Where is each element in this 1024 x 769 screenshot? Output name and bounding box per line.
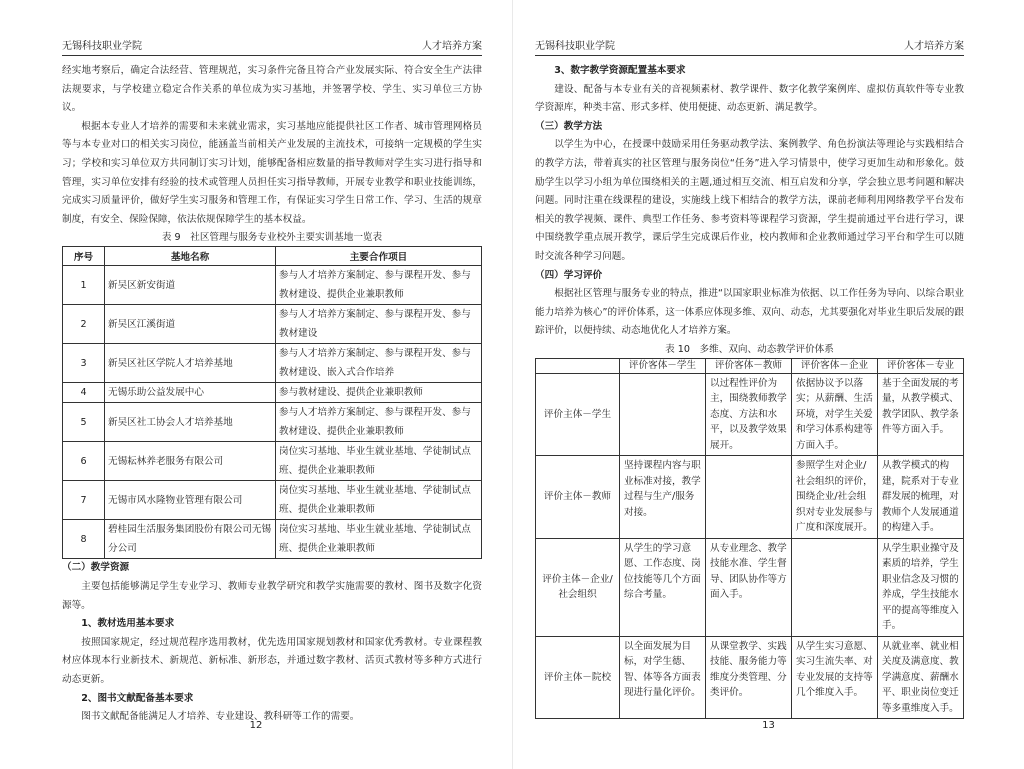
row-header-cell: 评价主体－教师	[536, 456, 620, 539]
evaluation-cell: 从学生实习意愿、实习生流失率、对专业发展的支持等几个维度入手。	[792, 636, 878, 719]
column-header: 主要合作项目	[276, 247, 482, 266]
evaluation-cell	[620, 373, 706, 456]
base-name-cell: 无锡耘林养老服务有限公司	[105, 442, 276, 481]
table-body	[63, 266, 482, 559]
page-number: 13	[762, 720, 775, 731]
table-caption: 表 10 多维、双向、动态教学评价体系	[665, 343, 834, 355]
column-header: 基地名称	[105, 247, 276, 266]
evaluation-cell: 以全面发展为目标，对学生德、智、体等各方面表现进行量化评价。	[620, 636, 706, 719]
paragraph: 经实地考察后，确定合法经营、管理规范，实习条件完备且符合产业发展实际、符合安全生产法律法规要求，与学校建立稳定合作关系的单位成为实习基地，并签署学校、学生、实习单位三方协议。	[62, 65, 482, 114]
project-cell: 参与人才培养方案制定、参与课程开发、参与教材建设	[276, 305, 482, 344]
project-cell: 岗位实习基地、毕业生就业基地、学徒制试点班、提供企业兼职教师	[276, 442, 482, 481]
left-body-lower	[62, 559, 482, 726]
evaluation-cell: 参照学生对企业/社会组织的评价，围绕企业/社会组织对专业发展参与广度和深度展开。	[792, 456, 878, 539]
evaluation-cell: 基于全面发展的考量，从教学模式、教学团队、教学条件等方面入手。	[878, 373, 964, 456]
document-type: 人才培养方案	[904, 41, 964, 52]
evaluation-cell: 依据协议予以落实；从薪酬、生活环境，对学生关爱和学习体系构建等方面入手。	[792, 373, 878, 456]
column-header: 评价客体－学生	[620, 358, 706, 373]
evaluation-cell: 坚持课程内容与职业标准对接，教学过程与生产/服务对接。	[620, 456, 706, 539]
page-number: 12	[249, 720, 263, 731]
table-row	[63, 344, 482, 383]
document-type: 人才培养方案	[422, 41, 482, 52]
paragraph: 主要包括能够满足学生专业学习、教师专业教学研究和教学实施需要的教材、图书及数字化资源等。	[62, 580, 482, 611]
table-header-row	[536, 358, 964, 373]
base-name-cell: 新吴区新安街道	[105, 266, 276, 305]
column-header	[536, 358, 620, 373]
running-header	[62, 0, 482, 56]
right-body	[535, 62, 964, 341]
row-number-cell: 3	[63, 344, 105, 383]
column-header: 序号	[63, 247, 105, 266]
evaluation-cell	[792, 538, 878, 636]
subsection-heading: 3、数字教学资源配置基本要求	[554, 65, 686, 76]
training-base-table	[62, 246, 482, 559]
base-name-cell: 无锡市风水隆物业管理有限公司	[105, 481, 276, 520]
base-name-cell: 新吴区江溪街道	[105, 305, 276, 344]
paragraph: 根据本专业人才培养的需要和未来就业需求，实习基地应能提供社区工作者、城市管理网格员等与本专业对口的相关实习岗位，能涵盖当前相关产业发展的主流技术，可接纳一定规模的学生实习；学校和实习单位双方共同制订实习计划，能够配备相应数量的指导教师对学生实习进行指导和管理，实习单位安排有经验的技术或管理人员担任实习指导教师，开展专业教学和职业技能训练，完成实习质量评价，做好学生实习服务和管理工作，有保证实习学生日常工作、学习、生活的规章制度，有安全、保险保障，依法依规保障学生的基本权益。	[62, 120, 482, 225]
base-name-cell: 新吴区社区学院人才培养基地	[105, 344, 276, 383]
row-header-cell: 评价主体－企业/社会组织	[536, 538, 620, 636]
paragraph: 以学生为中心，在授课中鼓励采用任务驱动教学法、案例教学、角色扮演法等理论与实践相结合的教学方法，带着真实的社区管理与服务岗位“任务”进入学习情景中，使学习更加生动和形象化。鼓励学生以学习小组为单位围绕相关的主题,通过相互交流、相互启发和分享，学会独立思考问题和解决问题。同时注重在线课程的建设，实施线上线下相结合的教学方法，课前老师利用网络教学平台发布相关的教学视频、课件、典型工作任务、参考资料等课程学习资源，学生提前通过平台进行学习，课中围绕教学重点展开教学，课后学生完成课后作业，校内教师和企业教师通过学习平台和学生可以随时交流各种学习问题。	[535, 139, 964, 262]
column-header: 评价客体－教师	[706, 358, 792, 373]
row-number-cell: 2	[63, 305, 105, 344]
running-header	[535, 0, 964, 56]
table-row	[63, 266, 482, 305]
table-row	[63, 442, 482, 481]
project-cell: 岗位实习基地、毕业生就业基地、学徒制试点班、提供企业兼职教师	[276, 520, 482, 559]
evaluation-matrix-table	[535, 358, 964, 720]
project-cell: 岗位实习基地、毕业生就业基地、学徒制试点班、提供企业兼职教师	[276, 481, 482, 520]
row-header-cell: 评价主体－院校	[536, 636, 620, 719]
paragraph: 根据社区管理与服务专业的特点，推进“以国家职业标准为依据、以工作任务为导向、以综合职业能力培养为核心”的评价体系，这一体系应体现多维、双向、动态，尤其要强化对毕业生职后发展的跟踪评价，以便持续、动态地优化人才培养方案。	[535, 288, 964, 337]
section-heading: （二）教学资源	[62, 562, 130, 574]
project-cell: 参与人才培养方案制定、参与课程开发、参与教材建设、提供企业兼职教师	[276, 403, 482, 442]
paragraph: 按照国家规定，经过规范程序选用教材，优先选用国家规划教材和国家优秀教材。专业课程教材应体现本行业新技术、新规范、新标准、新形态，并通过数字教材、活页式教材等多种方式进行动态更新。	[62, 636, 482, 685]
evaluation-cell: 从学生职业操守及素质的培养，学生职业信念及习惯的养成，学生技能水平的提高等维度入手。	[878, 538, 964, 636]
table-row	[63, 383, 482, 403]
row-number-cell: 1	[63, 266, 105, 305]
base-name-cell: 碧桂园生活服务集团股份有限公司无锡分公司	[105, 520, 276, 559]
school-name: 无锡科技职业学院	[535, 41, 615, 52]
evaluation-cell: 从教学模式的构建，院系对于专业群发展的梳理，对教师个人发展通道的构建入手。	[878, 456, 964, 539]
column-header: 评价客体－企业	[792, 358, 878, 373]
table-row	[536, 456, 964, 539]
school-name: 无锡科技职业学院	[62, 41, 142, 52]
base-name-cell: 新吴区社工协会人才培养基地	[105, 403, 276, 442]
right-page	[513, 0, 1024, 769]
table-header-row	[63, 247, 482, 266]
project-cell: 参与人才培养方案制定、参与课程开发、参与教材建设、嵌入式合作培养	[276, 344, 482, 383]
evaluation-cell: 从学生的学习意愿、工作态度、岗位技能等几个方面综合考量。	[620, 538, 706, 636]
subsection-heading: 1、教材选用基本要求	[81, 618, 175, 630]
left-body	[62, 62, 482, 229]
subsection-heading: 2、图书文献配备基本要求	[81, 692, 194, 704]
table-body	[536, 373, 964, 719]
paragraph: 图书文献配备能满足人才培养、专业建设、教科研等工作的需要。	[81, 711, 360, 723]
row-number-cell: 8	[63, 520, 105, 559]
table-row	[63, 481, 482, 520]
evaluation-cell: 从专业理念、教学技能水准、学生督导、团队协作等方面入手。	[706, 538, 792, 636]
table-row	[536, 373, 964, 456]
evaluation-cell: 从课堂教学、实践技能、服务能力等维度分类管理、分类评价。	[706, 636, 792, 719]
evaluation-cell: 从就业率、就业相关度及满意度、教学满意度、薪酬水平、职业岗位变迁等多重维度入手。	[878, 636, 964, 719]
table-caption: 表 9 社区管理与服务专业校外主要实训基地一览表	[161, 232, 383, 244]
table-row	[63, 520, 482, 559]
row-header-cell: 评价主体－学生	[536, 373, 620, 456]
evaluation-cell: 以过程性评价为主，围绕教师教学态度、方法和水平，以及教学效果展开。	[706, 373, 792, 456]
table-row	[536, 538, 964, 636]
base-name-cell: 无锡乐助公益发展中心	[105, 383, 276, 403]
project-cell: 参与教材建设、提供企业兼职教师	[276, 383, 482, 403]
column-header: 评价客体－专业	[878, 358, 964, 373]
section-heading: （三）教学方法	[535, 120, 603, 132]
table-row	[536, 636, 964, 719]
project-cell: 参与人才培养方案制定、参与课程开发、参与教材建设、提供企业兼职教师	[276, 266, 482, 305]
paragraph: 建设、配备与本专业有关的音视频素材、教学课件、数字化教学案例库、虚拟仿真软件等专业教学资源库，种类丰富、形式多样、使用便捷、动态更新、满足教学。	[535, 83, 964, 114]
row-number-cell: 6	[63, 442, 105, 481]
row-number-cell: 5	[63, 403, 105, 442]
row-number-cell: 7	[63, 481, 105, 520]
section-heading: （四）学习评价	[535, 269, 603, 281]
row-number-cell: 4	[63, 383, 105, 403]
table-row	[63, 403, 482, 442]
evaluation-cell	[706, 456, 792, 539]
table-row	[63, 305, 482, 344]
